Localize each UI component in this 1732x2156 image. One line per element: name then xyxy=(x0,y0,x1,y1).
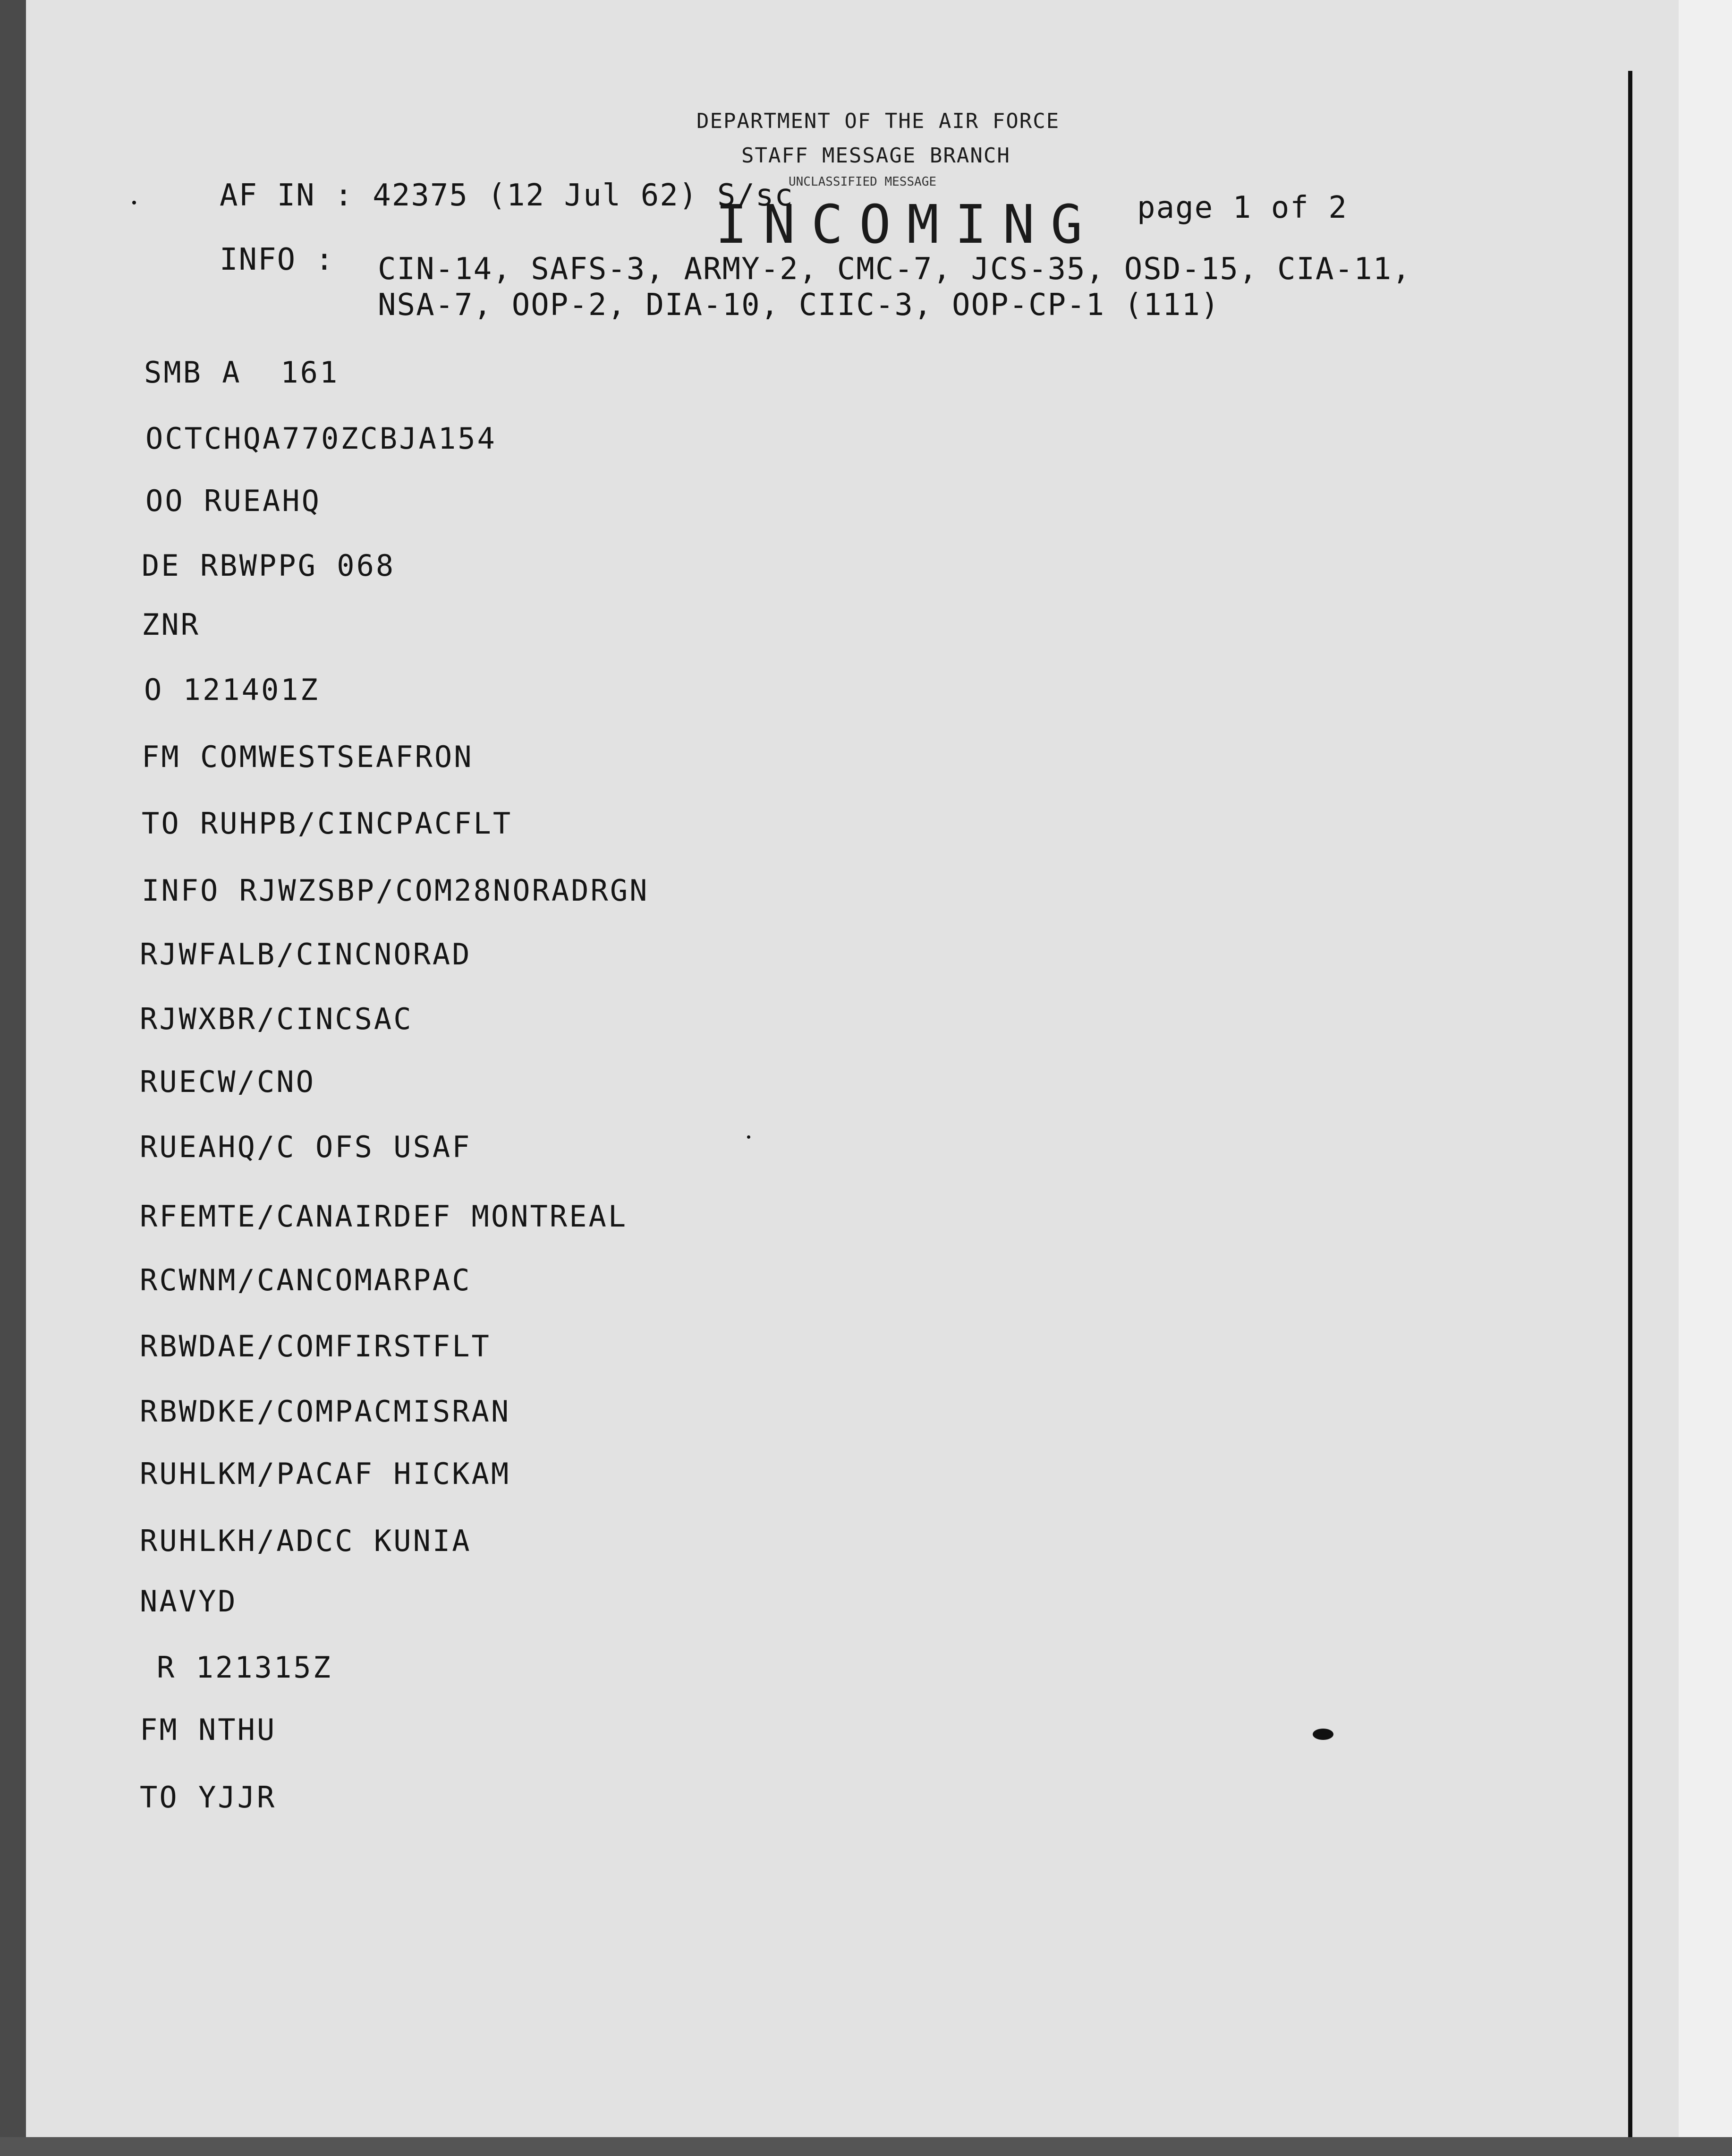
page-border-line xyxy=(1628,71,1632,2156)
page-number: page 1 of 2 xyxy=(1137,190,1348,225)
message-line: OO RUEAHQ xyxy=(145,484,321,518)
message-line: RUHLKH/ADCC KUNIA xyxy=(140,1524,472,1558)
message-line: RJWFALB/CINCNORAD xyxy=(140,937,472,971)
message-line: NAVYD xyxy=(140,1584,238,1619)
info-distribution-line-2: NSA-7, OOP-2, DIA-10, CIIC-3, OOP-CP-1 (111) xyxy=(378,288,1220,323)
info-distribution-line-1: CIN-14, SAFS-3, ARMY-2, CMC-7, JCS-35, OSD-15, CIA-11, xyxy=(378,252,1411,287)
scan-bottom-edge xyxy=(0,2137,1732,2156)
scan-speck xyxy=(132,201,136,205)
message-line: RFEMTE/CANAIRDEF MONTREAL xyxy=(140,1199,628,1234)
message-line: TO RUHPB/CINCPACFLT xyxy=(142,806,513,841)
message-line: ZNR xyxy=(142,607,200,642)
message-line: RUEAHQ/C OFS USAF xyxy=(140,1130,472,1164)
message-line: OCTCHQA770ZCBJA154 xyxy=(145,421,497,456)
message-line: SMB A 161 xyxy=(144,355,340,390)
scan-speck xyxy=(1313,1729,1333,1740)
scan-right-margin xyxy=(1679,0,1732,2156)
message-line: FM NTHU xyxy=(140,1713,277,1747)
af-in-reference: AF IN : 42375 (12 Jul 62) S/sc xyxy=(220,178,794,213)
message-line: RBWDAE/COMFIRSTFLT xyxy=(140,1329,491,1363)
message-line: RBWDKE/COMPACMISRAN xyxy=(140,1394,511,1429)
incoming-stamp: INCOMING xyxy=(715,194,1099,256)
message-line: FM COMWESTSEAFRON xyxy=(142,740,474,774)
message-line: RUECW/CNO xyxy=(140,1065,315,1099)
scan-speck xyxy=(747,1135,750,1139)
message-line: RUHLKM/PACAF HICKAM xyxy=(140,1457,511,1491)
department-stamp: DEPARTMENT OF THE AIR FORCE xyxy=(696,109,1060,133)
branch-stamp: STAFF MESSAGE BRANCH xyxy=(741,144,1010,168)
message-line: TO YJJR xyxy=(140,1780,277,1815)
info-label: INFO : xyxy=(220,242,335,277)
classification-stamp: UNCLASSIFIED MESSAGE xyxy=(789,175,937,189)
message-line: INFO RJWZSBP/COM28NORADRGN xyxy=(142,873,649,908)
message-line: R 121315Z xyxy=(157,1650,332,1685)
message-line: DE RBWPPG 068 xyxy=(142,548,396,583)
message-line: O 121401Z xyxy=(144,673,320,707)
message-line: RCWNM/CANCOMARPAC xyxy=(140,1263,472,1297)
scan-left-edge xyxy=(0,0,26,2156)
message-line: RJWXBR/CINCSAC xyxy=(140,1002,413,1036)
